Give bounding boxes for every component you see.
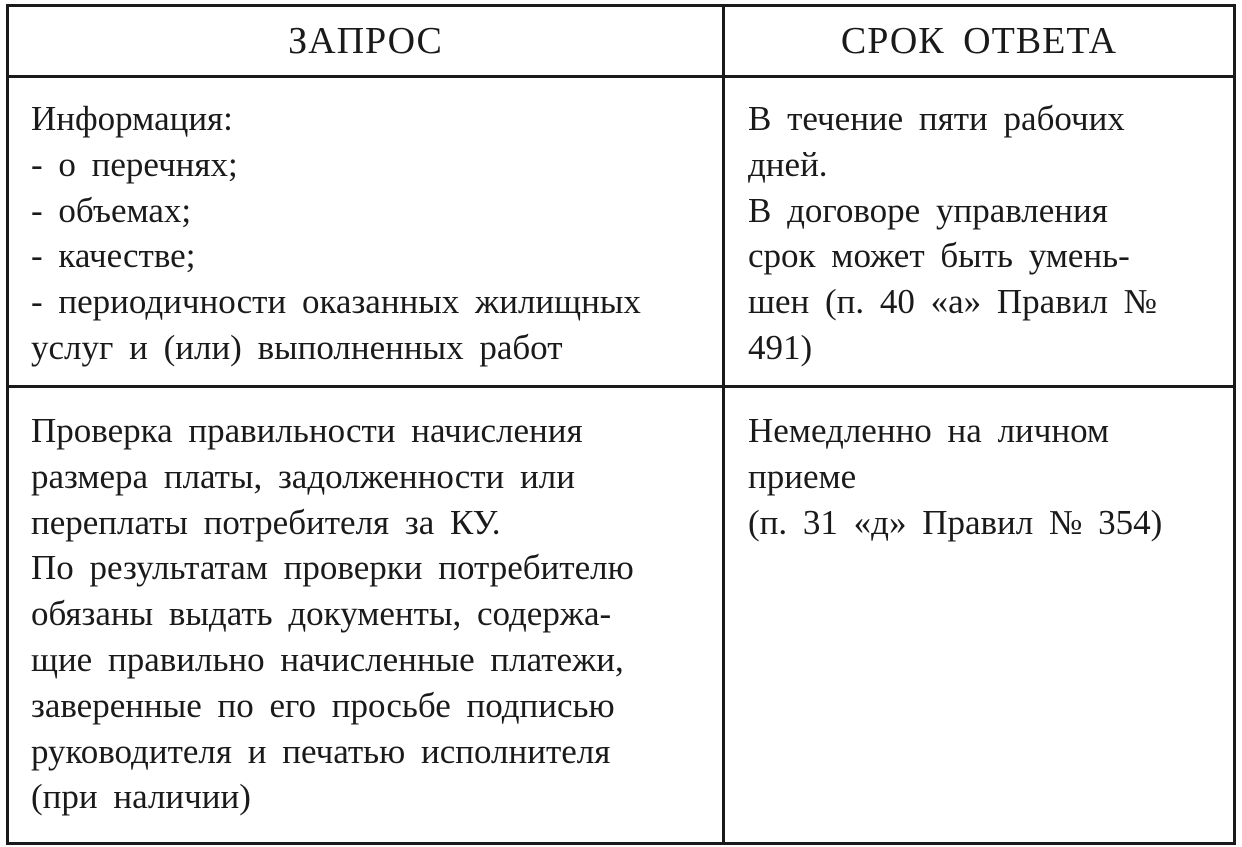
table-header-row [8, 6, 1235, 77]
deadline-text: В течение пяти рабочих дней. В договоре управления срок может быть умень- шен (п. 40 «а» Правил № 491) [748, 99, 1158, 367]
header-request: ЗАПРОС [8, 6, 724, 77]
request-text: Информация: - о перечнях; - объемах; - качестве; - периодичности оказанных жилищных услуг и (или) выполненных работ [31, 99, 641, 367]
request-cell [8, 77, 724, 387]
header-deadline: СРОК ОТВЕТА [724, 6, 1235, 77]
deadline-text: Немедленно на личном приеме (п. 31 «д» Правил № 354) [748, 411, 1163, 542]
request-cell [8, 387, 724, 844]
request-text: Проверка правильности начисления размера платы, задолженности или переплаты потребителя за КУ. По результатам проверки потребителю обязаны выдать документы, содержа- щие правильно начисленные платежи, заверенные по его просьбе подписью руководителя и печатью исполнителя (при наличии) [31, 411, 634, 817]
table-row [8, 77, 1235, 387]
deadline-cell [724, 387, 1235, 844]
deadline-cell [724, 77, 1235, 387]
request-deadline-table [6, 4, 1236, 845]
table-row [8, 387, 1235, 844]
